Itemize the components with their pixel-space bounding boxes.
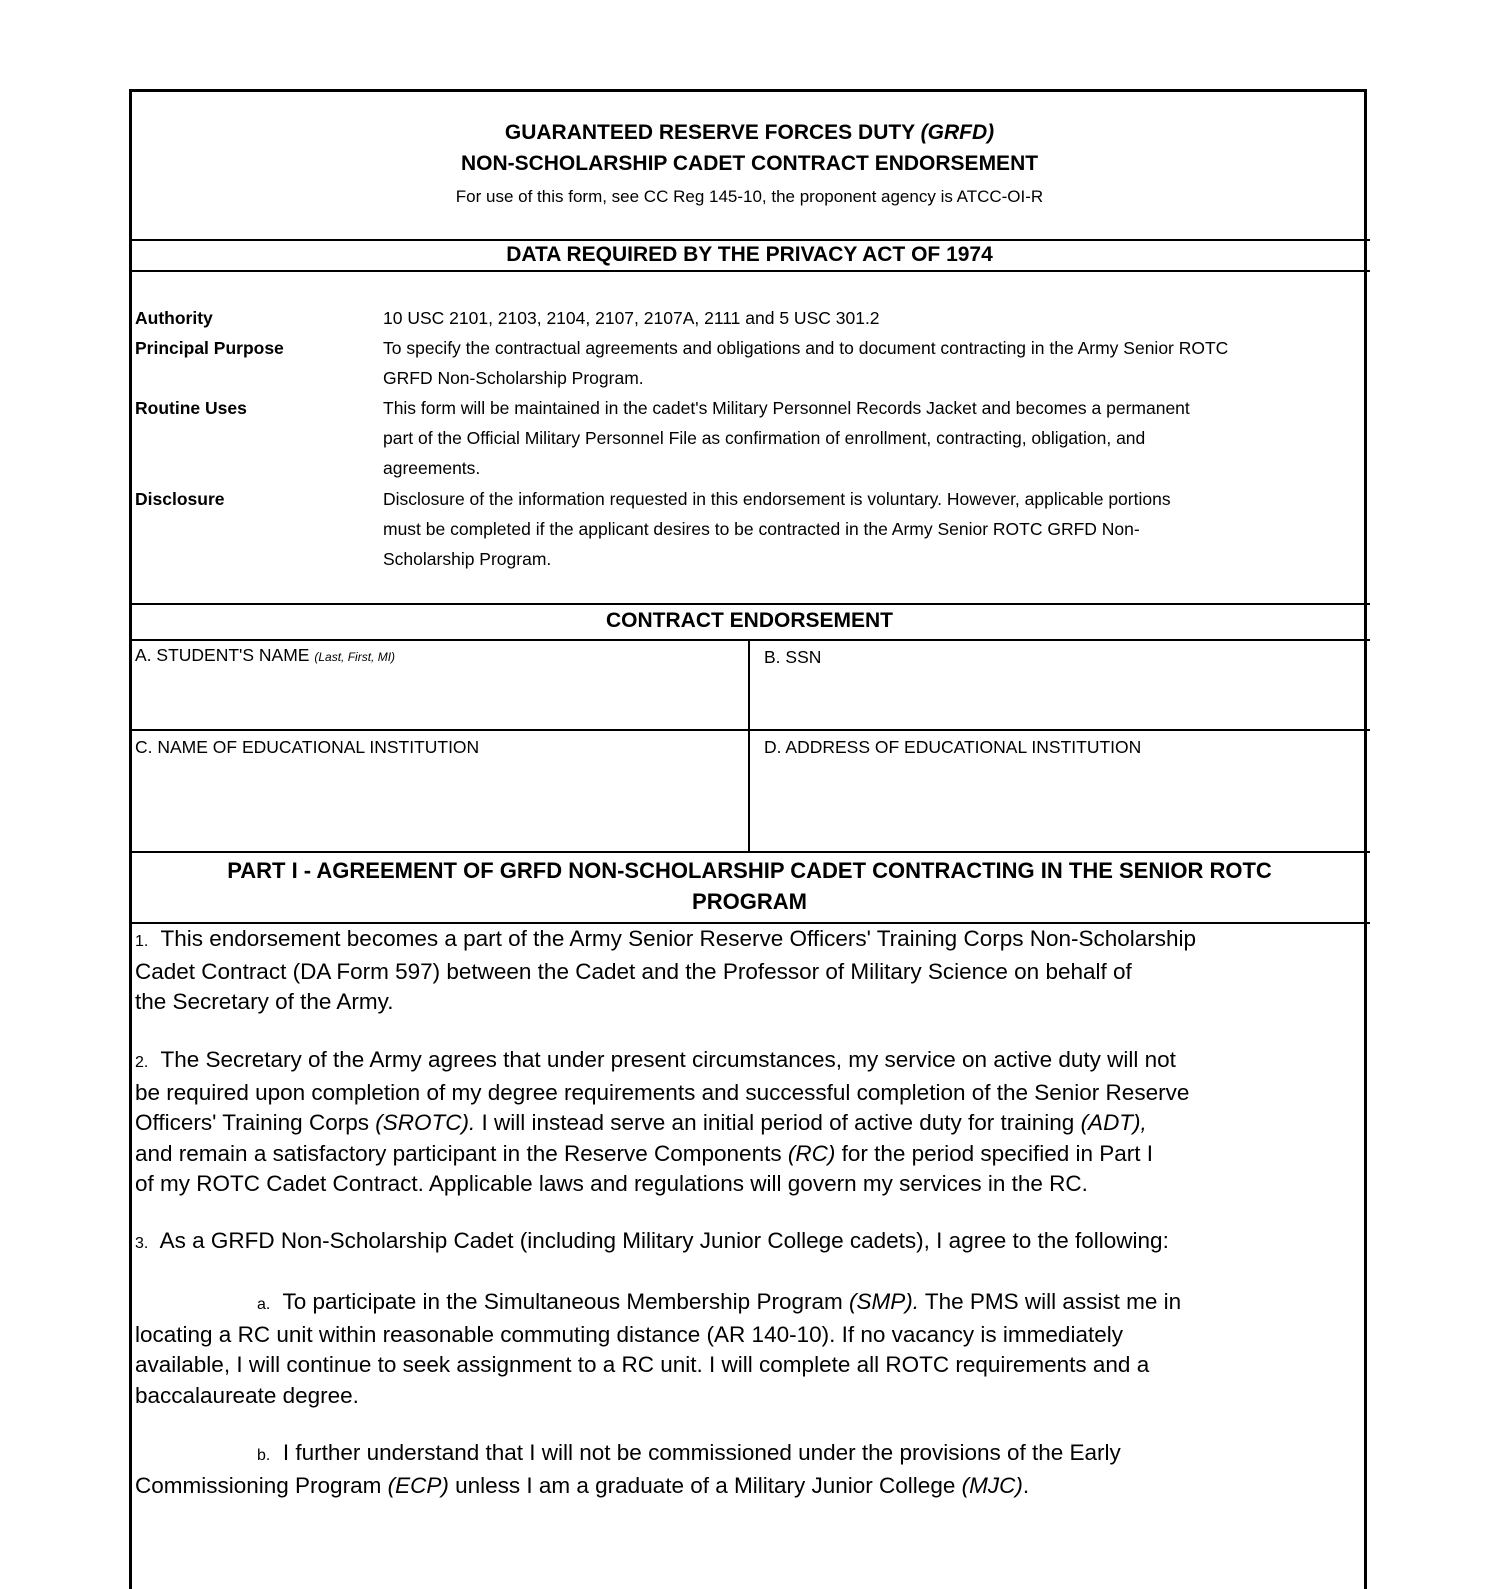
- form-title-line2: NON-SCHOLARSHIP CADET CONTRACT ENDORSEMENT: [460, 152, 1039, 175]
- text-span: The PMS will assist me in: [919, 1289, 1182, 1314]
- text-span: To participate in the Simultaneous Membership Program: [282, 1289, 843, 1314]
- privacy-label-authority: Authority: [135, 308, 213, 328]
- text-line: This endorsement becomes a part of the Army Senior Reserve Officers' Training Corps Non-Scholarship: [160, 926, 1197, 951]
- text-span: Officers' Training Corps: [135, 1110, 369, 1136]
- text-span: Commissioning Program: [135, 1473, 382, 1499]
- divider: [129, 239, 1370, 241]
- abbr: (ECP): [387, 1473, 449, 1499]
- subparagraph-a: [135, 1287, 1335, 1411]
- text-span: unless I am a graduate of a Military Junior College: [448, 1473, 956, 1499]
- text-line: locating a RC unit within reasonable commuting distance (AR 140-10). If no vacancy is immediately: [135, 1322, 1123, 1348]
- institution-name-label: C. NAME OF EDUCATIONAL INSTITUTION: [135, 737, 480, 757]
- ssn-label: B. SSN: [764, 647, 822, 667]
- abbr: (SROTC).: [375, 1110, 476, 1136]
- title-text: GUARANTEED RESERVE FORCES DUTY: [504, 121, 915, 144]
- privacy-label-routine-uses: Routine Uses: [135, 398, 247, 418]
- student-name-label: A. STUDENT'S NAME: [135, 645, 310, 665]
- text-line: of my ROTC Cadet Contract. Applicable laws and regulations will govern my services in the RC.: [135, 1170, 1088, 1196]
- title-abbr: (GRFD): [920, 121, 995, 144]
- field-ssn[interactable]: [764, 647, 821, 668]
- text-line: be required upon completion of my degree requirements and successful completion of the Senior Reserve: [135, 1080, 1190, 1106]
- part1-heading-line2: PROGRAM: [692, 889, 807, 914]
- paragraph-2: [135, 1045, 1335, 1199]
- text-line: baccalaureate degree.: [135, 1382, 359, 1408]
- text-line: [135, 1471, 1335, 1501]
- text-span: .: [1022, 1473, 1030, 1499]
- paragraph-3: [135, 1226, 1335, 1259]
- privacy-label-purpose: Principal Purpose: [135, 338, 284, 358]
- field-student-name[interactable]: [135, 645, 395, 666]
- paragraph-1: [135, 924, 1335, 1018]
- paragraph-number: 2.: [135, 1054, 149, 1071]
- abbr: (RC): [787, 1140, 836, 1166]
- text-line: [135, 1108, 1335, 1138]
- divider: [129, 603, 1370, 605]
- privacy-text-routine-uses: This form will be maintained in the cadet's Military Personnel Records Jacket and becomes a permanent part of the Official Military Personnel File as confirmation of enrollment, contracting, obligation, and agreements.: [383, 398, 1190, 479]
- text-span: I will instead serve an initial period of active duty for training: [475, 1110, 1075, 1136]
- text-line: available, I will continue to seek assignment to a RC unit. I will complete all ROTC requirements and a: [135, 1352, 1150, 1378]
- abbr: (SMP).: [849, 1289, 919, 1314]
- divider: [129, 729, 1370, 731]
- privacy-label-disclosure: Disclosure: [135, 489, 225, 509]
- subparagraph-b: [135, 1438, 1335, 1501]
- paragraph-number: 3.: [135, 1235, 149, 1252]
- divider: [129, 851, 1370, 853]
- text-line: As a GRFD Non-Scholarship Cadet (including Military Junior College cadets), I agree to the following:: [159, 1228, 1169, 1253]
- form-title-line1: [129, 121, 1370, 145]
- privacy-text-purpose: To specify the contractual agreements and obligations and to document contracting in the Army Senior ROTC GRFD Non-Scholarship Program.: [383, 338, 1229, 389]
- privacy-text-authority: 10 USC 2101, 2103, 2104, 2107, 2107A, 2111 and 5 USC 301.2: [383, 308, 880, 328]
- subparagraph-letter: a.: [257, 1296, 271, 1313]
- text-span: for the period specified in Part I: [835, 1140, 1154, 1166]
- privacy-act-heading: DATA REQUIRED BY THE PRIVACY ACT OF 1974: [506, 243, 993, 266]
- text-line: Cadet Contract (DA Form 597) between the Cadet and the Professor of Military Science on behalf of: [135, 959, 1132, 985]
- text-line: the Secretary of the Army.: [135, 989, 394, 1015]
- form-subtitle: For use of this form, see CC Reg 145-10, the proponent agency is ATCC-OI-R: [455, 187, 1044, 206]
- text-span: and remain a satisfactory participant in the Reserve Components: [135, 1140, 782, 1166]
- paragraph-number: 1.: [135, 933, 149, 950]
- text-span: I further understand that I will not be commissioned under the provisions of the Early: [282, 1440, 1121, 1465]
- field-institution-address[interactable]: [764, 737, 1141, 758]
- field-institution-name[interactable]: [135, 737, 479, 758]
- text-line: [135, 1139, 1335, 1169]
- divider: [129, 270, 1370, 272]
- student-name-hint: (Last, First, MI): [314, 650, 396, 664]
- text-line: The Secretary of the Army agrees that under present circumstances, my service on active duty will not: [160, 1047, 1176, 1072]
- part1-heading-line1: PART I - AGREEMENT OF GRFD NON-SCHOLARSHIP CADET CONTRACTING IN THE SENIOR ROTC: [227, 858, 1272, 883]
- privacy-text-disclosure: Disclosure of the information requested in this endorsement is voluntary. However, applicable portions must be completed if the applicant desires to be contracted in the Army Senior ROTC GRFD Non-Scholarship Program.: [383, 489, 1171, 570]
- contract-endorsement-heading: CONTRACT ENDORSEMENT: [606, 609, 893, 632]
- subparagraph-letter: b.: [257, 1447, 271, 1464]
- column-divider: [748, 639, 750, 852]
- institution-address-label: D. ADDRESS OF EDUCATIONAL INSTITUTION: [764, 737, 1142, 757]
- abbr: (MJC): [961, 1473, 1023, 1499]
- abbr: (ADT),: [1080, 1110, 1147, 1136]
